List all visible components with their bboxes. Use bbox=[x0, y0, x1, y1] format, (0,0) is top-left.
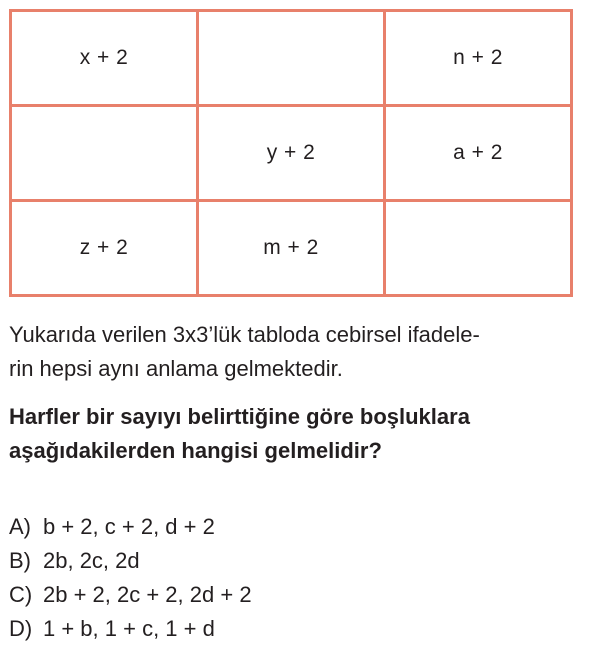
table-cell: z + 2 bbox=[11, 201, 198, 296]
table-cell: y + 2 bbox=[198, 106, 385, 201]
problem-statement bbox=[9, 318, 571, 386]
question-line: Harfler bir sayıyı belirttiğine göre boşluklara bbox=[9, 404, 470, 429]
answer-option-b[interactable] bbox=[9, 544, 569, 578]
table-row bbox=[11, 201, 572, 296]
table-cell-empty bbox=[385, 201, 572, 296]
table-cell: n + 2 bbox=[385, 11, 572, 106]
table-cell: m + 2 bbox=[198, 201, 385, 296]
expression-table bbox=[9, 9, 573, 297]
answer-option-d[interactable] bbox=[9, 612, 569, 646]
option-text: 2b, 2c, 2d bbox=[43, 548, 140, 573]
option-letter: B) bbox=[9, 548, 31, 573]
answer-options bbox=[9, 510, 569, 646]
answer-option-a[interactable] bbox=[9, 510, 569, 544]
question-line: aşağıdakilerden hangisi gelmelidir? bbox=[9, 438, 382, 463]
question-text bbox=[9, 400, 571, 468]
table-row bbox=[11, 11, 572, 106]
problem-statement-line: rin hepsi aynı anlama gelmektedir. bbox=[9, 356, 343, 381]
option-text: b + 2, c + 2, d + 2 bbox=[43, 514, 215, 539]
table-row bbox=[11, 106, 572, 201]
option-text: 2b + 2, 2c + 2, 2d + 2 bbox=[43, 582, 252, 607]
table-cell: x + 2 bbox=[11, 11, 198, 106]
option-text: 1 + b, 1 + c, 1 + d bbox=[43, 616, 215, 641]
table-cell-empty bbox=[11, 106, 198, 201]
answer-option-c[interactable] bbox=[9, 578, 569, 612]
problem-statement-line: Yukarıda verilen 3x3’lük tabloda cebirsel ifadele- bbox=[9, 322, 480, 347]
option-letter: D) bbox=[9, 616, 33, 641]
table-cell: a + 2 bbox=[385, 106, 572, 201]
table-cell-empty bbox=[198, 11, 385, 106]
option-letter: C) bbox=[9, 582, 33, 607]
option-letter: A) bbox=[9, 514, 31, 539]
